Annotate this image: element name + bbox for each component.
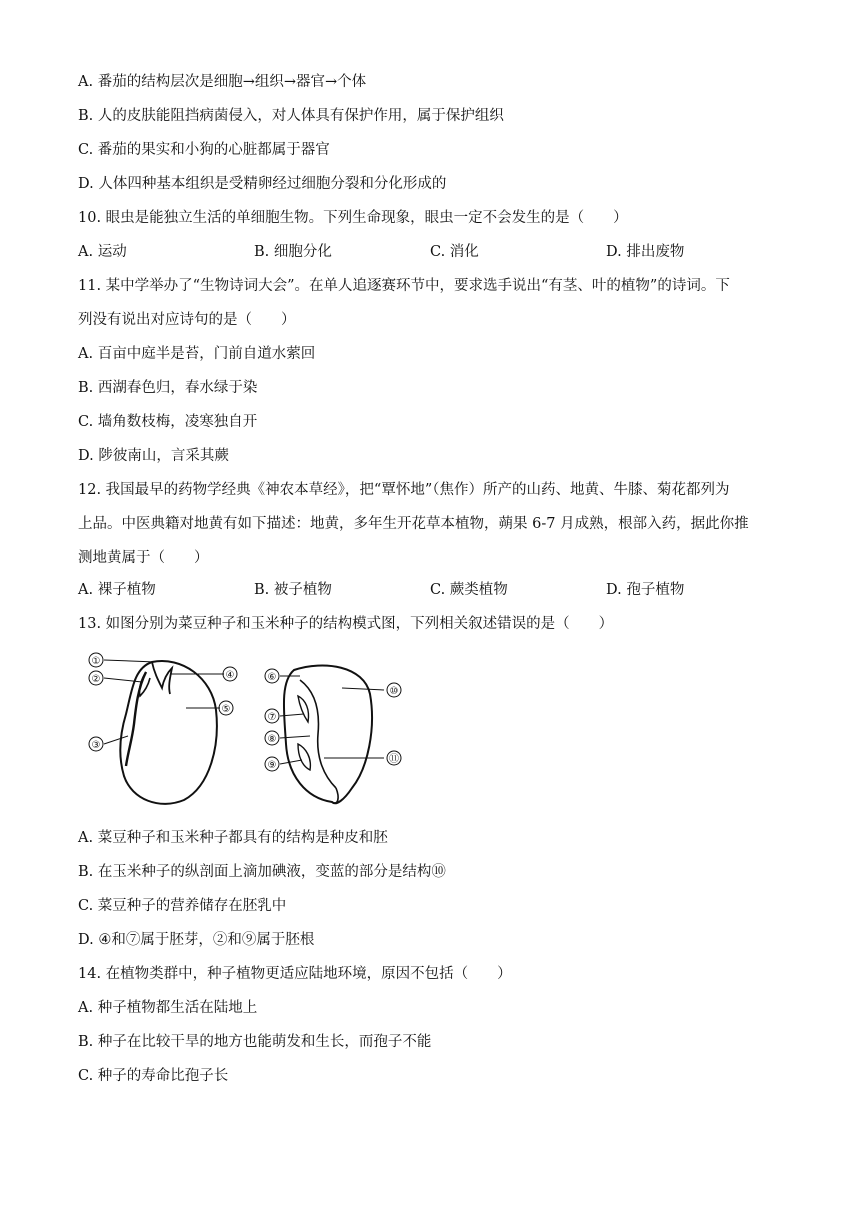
label-3: ③ (91, 740, 101, 751)
label-11: ⑪ (389, 754, 399, 765)
q13-option-b: B. 在玉米种子的纵剖面上滴加碘液，变蓝的部分是结构⑩ (78, 864, 446, 880)
q11-stem-line2: 列没有说出对应诗句的是（ ） (78, 312, 296, 328)
label-7: ⑦ (267, 712, 277, 723)
seed-structure-diagram (84, 648, 424, 808)
q14-stem: 14. 在植物类群中，种子植物更适应陆地环境，原因不包括（ ） (78, 966, 512, 982)
q11-option-b: B. 西湖春色归，春水绿于染 (78, 380, 258, 396)
q11-stem-line1: 11. 某中学举办了“生物诗词大会”。在单人追逐赛环节中，要求选手说出“有茎、叶的植物”的诗词。下 (78, 278, 730, 294)
q12-stem-line1: 12. 我国最早的药物学经典《神农本草经》，把“覃怀地”（焦作）所产的山药、地黄、牛膝、菊花都列为 (78, 482, 730, 498)
q9-option-d: D. 人体四种基本组织是受精卵经过细胞分裂和分化形成的 (78, 176, 447, 192)
q10-stem: 10. 眼虫是能独立生活的单细胞生物。下列生命现象，眼虫一定不会发生的是（ ） (78, 210, 628, 226)
q9-option-a: A. 番茄的结构层次是细胞→组织→器官→个体 (78, 74, 367, 90)
q9-option-b: B. 人的皮肤能阻挡病菌侵入，对人体具有保护作用，属于保护组织 (78, 108, 504, 124)
corn-embryo-plumule (298, 696, 309, 722)
q14-option-a: A. 种子植物都生活在陆地上 (78, 1000, 258, 1016)
q14-option-c: C. 种子的寿命比孢子长 (78, 1068, 229, 1084)
label-9: ⑨ (267, 760, 277, 771)
q10-option-d: D. 排出废物 (606, 244, 685, 260)
label-1: ① (91, 656, 101, 667)
q12-stem-line2: 上品。中医典籍对地黄有如下描述：地黄，多年生开花草本植物，蒴果 6-7 月成熟，根部入药，据此你推 (78, 516, 749, 532)
q12-option-c: C. 蕨类植物 (430, 582, 508, 598)
q13-option-a: A. 菜豆种子和玉米种子都具有的结构是种皮和胚 (78, 830, 388, 846)
q10-option-a: A. 运动 (78, 244, 127, 260)
bean-seed-coat (120, 661, 216, 804)
q12-option-b: B. 被子植物 (254, 582, 332, 598)
q14-option-b: B. 种子在比较干旱的地方也能萌发和生长，而孢子不能 (78, 1034, 432, 1050)
label-6: ⑥ (267, 672, 277, 683)
bean-seed-figure (120, 661, 216, 804)
bean-radicle (139, 672, 150, 696)
q11-option-c: C. 墙角数枝梅，凌寒独自开 (78, 414, 258, 430)
q13-stem: 13. 如图分别为菜豆种子和玉米种子的结构模式图，下列相关叙述错误的是（ ） (78, 616, 614, 632)
label-5: ⑤ (221, 704, 231, 715)
label-4: ④ (225, 670, 235, 681)
corn-embryo-radicle (298, 744, 310, 770)
q10-option-b: B. 细胞分化 (254, 244, 332, 260)
label-8: ⑧ (267, 734, 277, 745)
q11-option-a: A. 百亩中庭半是苔，门前自道水萦回 (78, 346, 316, 362)
corn-seed-figure (284, 665, 372, 803)
q9-option-c: C. 番茄的果实和小狗的心脏都属于器官 (78, 142, 330, 158)
q10-option-c: C. 消化 (430, 244, 479, 260)
q13-option-c: C. 菜豆种子的营养储存在胚乳中 (78, 898, 287, 914)
q12-stem-line3: 测地黄属于（ ） (78, 550, 209, 566)
corn-tip (332, 788, 338, 803)
q11-option-d: D. 陟彼南山，言采其蕨 (78, 448, 229, 464)
bean-embryo-curve (126, 672, 146, 766)
label-2: ② (91, 674, 101, 685)
corn-endosperm-boundary (300, 680, 336, 788)
q13-option-d: D. ④和⑦属于胚芽，②和⑨属于胚根 (78, 932, 315, 948)
corn-seed-outline (284, 665, 372, 803)
q12-option-d: D. 孢子植物 (606, 582, 685, 598)
bean-plumule (152, 662, 172, 694)
label-10: ⑩ (389, 686, 399, 697)
q12-option-a: A. 裸子植物 (78, 582, 156, 598)
